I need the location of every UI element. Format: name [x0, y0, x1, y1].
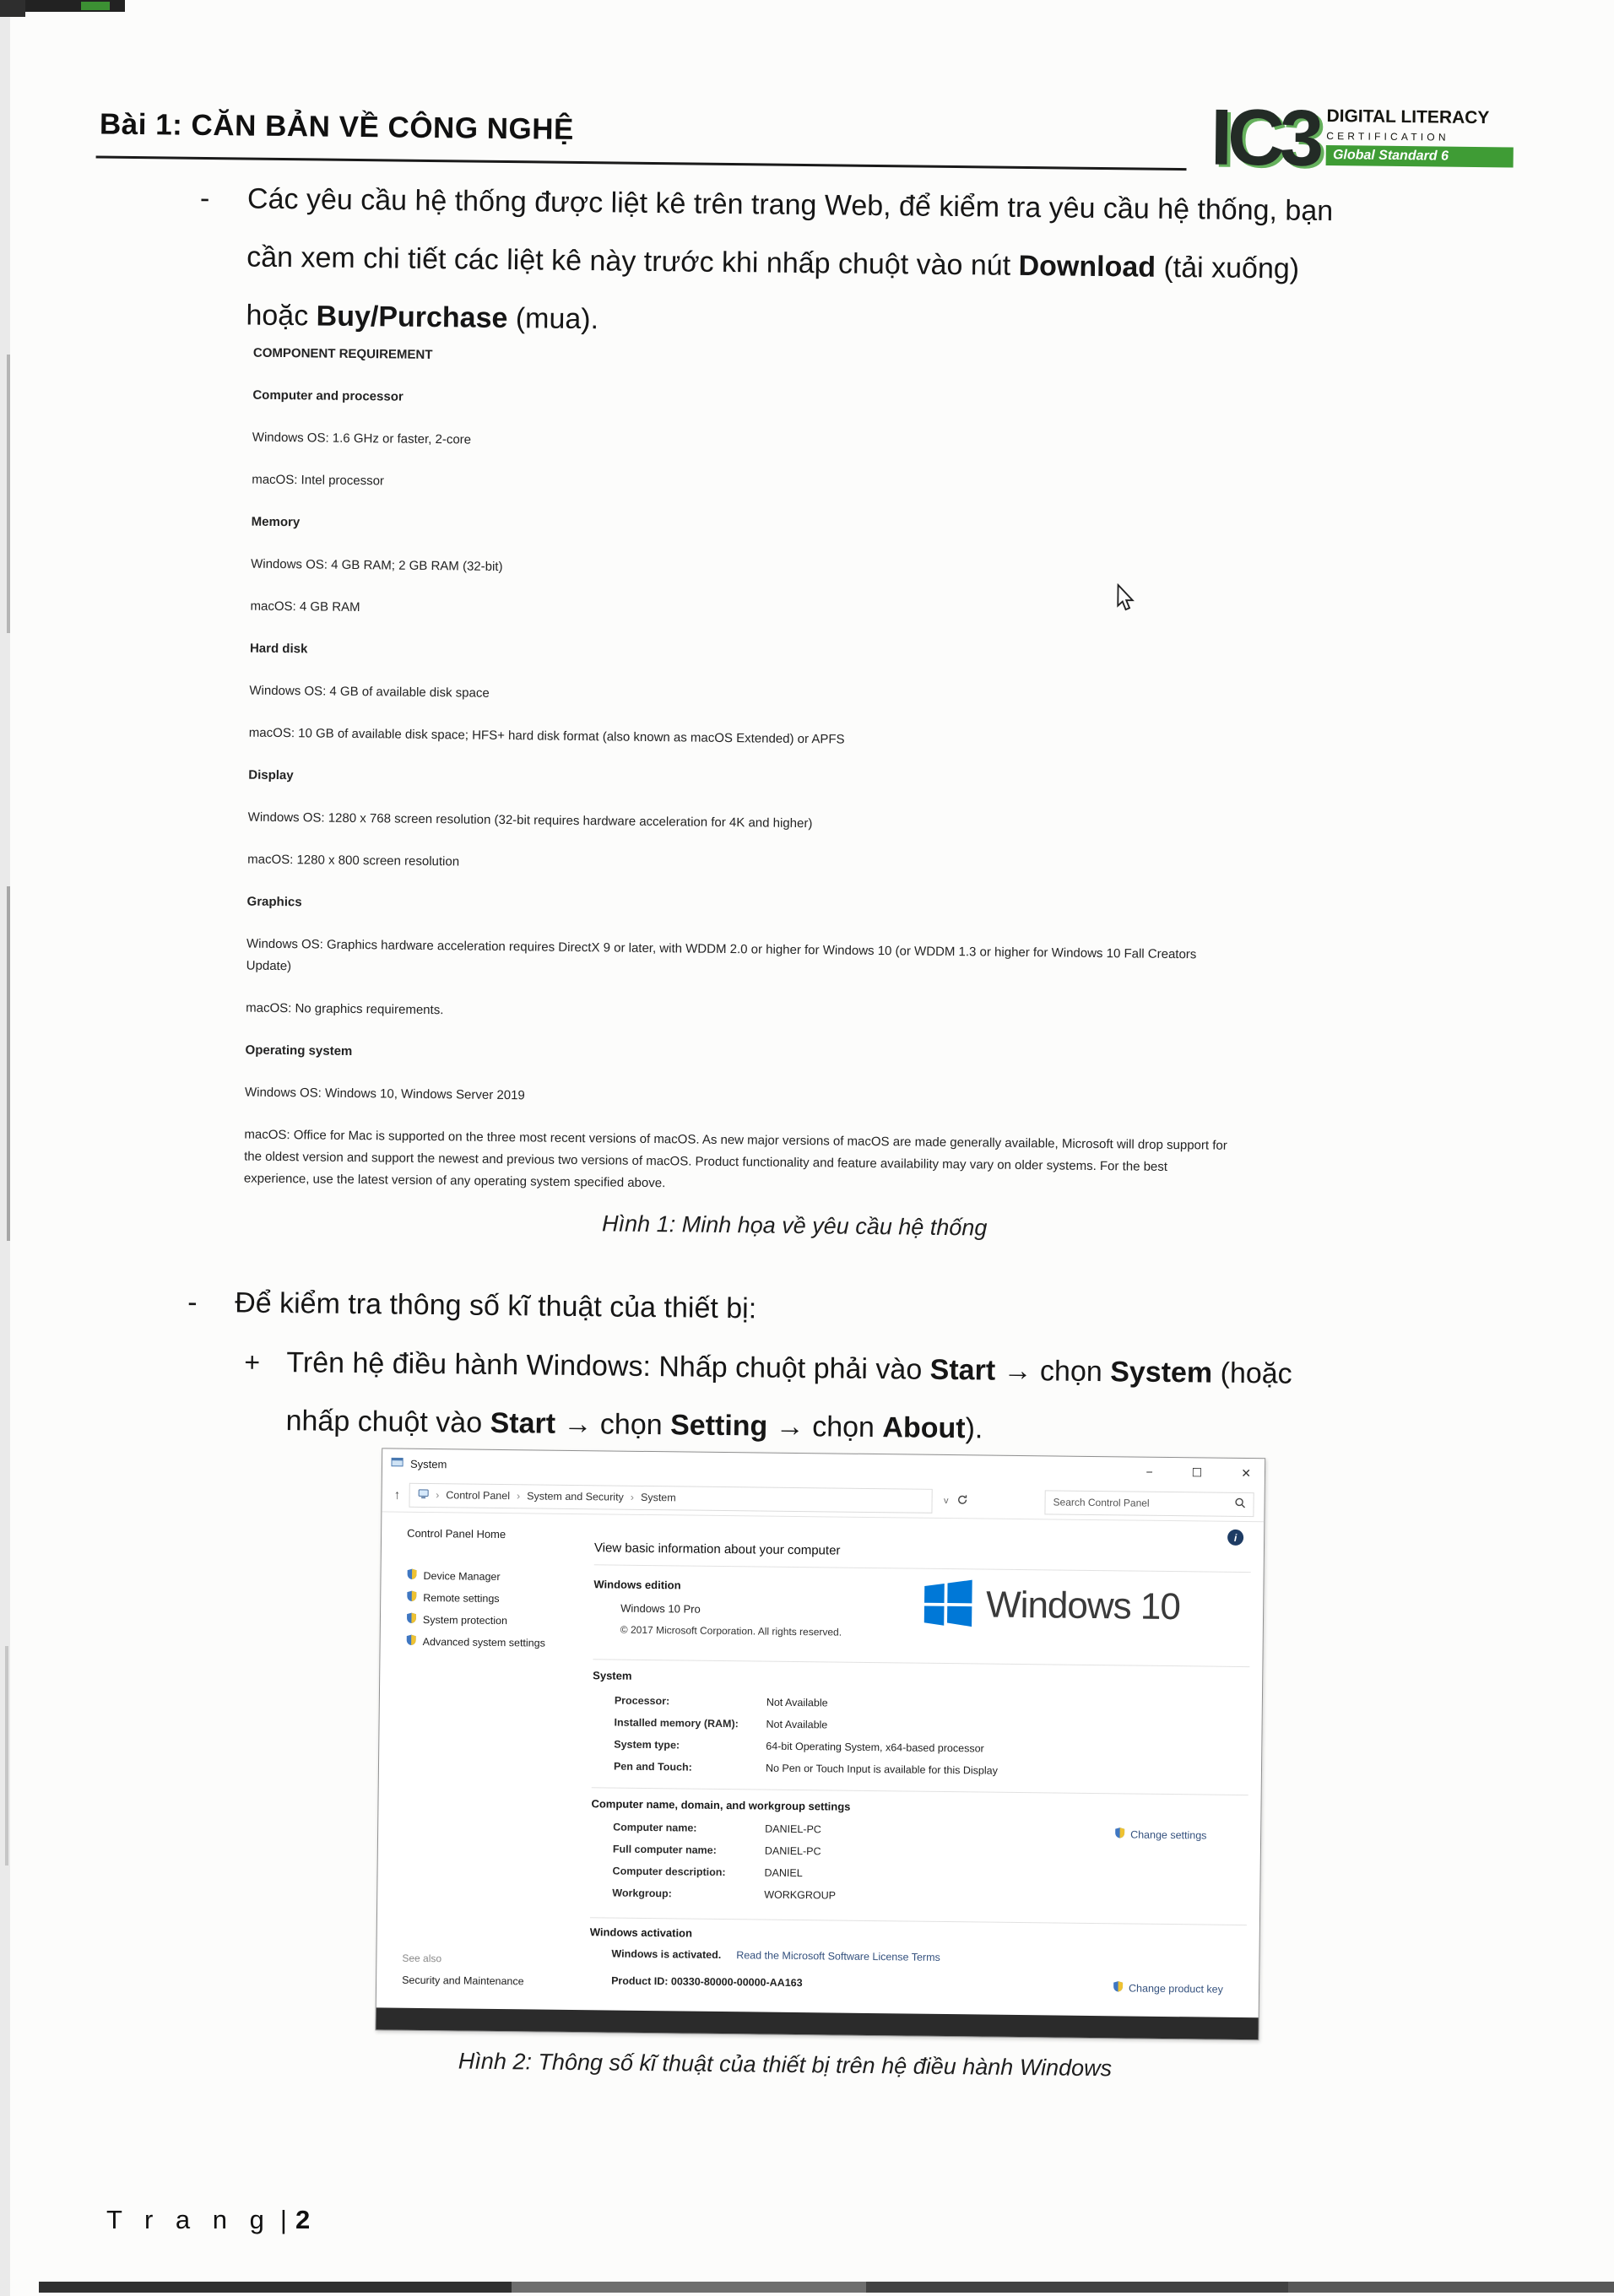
requirement-heading — [250, 638, 1402, 673]
sidebar-item-label: Advanced system settings — [422, 1635, 545, 1649]
bold-about: About — [882, 1411, 966, 1445]
requirement-row — [247, 849, 1400, 884]
step-windows-instructions — [243, 1334, 1535, 1465]
text-run: (mua). — [507, 302, 599, 336]
requirement-line: Display — [248, 767, 294, 783]
sidebar-item-device-manager[interactable] — [406, 1568, 500, 1584]
text-run: Trên hệ điều hành Windows: Nhấp chuột phải vào — [286, 1346, 930, 1386]
uac-shield-icon — [406, 1612, 417, 1627]
activation-status — [611, 1948, 940, 1963]
page-footer — [106, 2205, 310, 2235]
requirement-row — [252, 469, 1404, 504]
ic3-logo — [1210, 92, 1514, 182]
requirement-line: macOS: Office for Mac is supported on the three most recent versions of macOS. As new major versions of macOS are made generally available, Microsoft will drop support for — [244, 1127, 1227, 1153]
row-label: Workgroup: — [612, 1887, 672, 1900]
logo-line-digital-literacy: DIGITAL LITERACY — [1326, 106, 1490, 128]
system-row — [614, 1761, 998, 1777]
ic3-logo-mark: IC3 — [1210, 92, 1319, 182]
requirement-line: macOS: No graphics requirements. — [246, 1000, 444, 1018]
requirement-row — [250, 596, 1402, 631]
text-run: cần xem chi tiết các liệt kê này trước khi nhấp chuột vào nút — [246, 241, 1019, 282]
license-terms-link[interactable]: Read the Microsoft Software License Terms — [736, 1949, 940, 1963]
row-label: System type: — [614, 1738, 680, 1752]
requirement-line: Windows OS: 4 GB RAM; 2 GB RAM (32-bit) — [251, 556, 503, 574]
uac-shield-icon — [1113, 1980, 1124, 1995]
page-number: 2 — [295, 2205, 311, 2234]
requirement-line: experience, use the latest version of any operating system specified above. — [243, 1171, 666, 1191]
window-controls — [1146, 1465, 1251, 1480]
close-button[interactable]: ✕ — [1241, 1465, 1252, 1480]
bold-buy-purchase: Buy/Purchase — [316, 300, 508, 335]
copyright-text: © 2017 Microsoft Corporation. All rights reserved. — [620, 1623, 842, 1638]
sidebar-item-advanced-system-settings[interactable] — [406, 1634, 545, 1650]
bold-system: System — [1109, 1356, 1213, 1389]
row-label: Computer description: — [612, 1865, 726, 1879]
bold-setting: Setting — [669, 1409, 768, 1443]
divider — [594, 1564, 1251, 1573]
windows-edition-header: Windows edition — [593, 1578, 681, 1592]
windows10-logo-text: Windows 10 — [985, 1584, 1181, 1627]
activation-status-text: Windows is activated. — [611, 1947, 722, 1962]
row-label: Processor: — [614, 1694, 670, 1708]
paragraph-text: Để kiểm tra thông số kĩ thuật của thiết bị: — [234, 1286, 757, 1325]
plus-marker: + — [244, 1346, 261, 1378]
requirement-heading — [245, 1040, 1397, 1075]
row-value: No Pen or Touch Input is available for this Display — [765, 1762, 998, 1777]
minimize-button[interactable]: − — [1146, 1465, 1153, 1479]
component-requirements — [243, 343, 1405, 1223]
row-value: DANIEL — [764, 1866, 803, 1880]
computer-row — [613, 1866, 803, 1880]
row-label: Pen and Touch: — [613, 1760, 692, 1773]
title-underline — [96, 155, 1187, 171]
divider — [592, 1787, 1248, 1795]
window-bottom-bar — [376, 2007, 1258, 2039]
change-product-key-link[interactable] — [1113, 1980, 1223, 1995]
search-placeholder: Search Control Panel — [1053, 1496, 1150, 1509]
breadcrumb-separator: › — [436, 1489, 440, 1502]
sidebar-item-remote-settings[interactable] — [406, 1590, 500, 1606]
sidebar-item-label: Remote settings — [423, 1591, 500, 1605]
product-id: Product ID: 00330-80000-00000-AA163 — [611, 1974, 803, 1990]
requirement-row — [249, 680, 1401, 715]
footer-separator: | — [279, 2205, 287, 2234]
search-input[interactable] — [1044, 1490, 1254, 1517]
text-run: → chọn — [555, 1407, 671, 1442]
window-title: System — [409, 1457, 447, 1470]
system-window — [375, 1448, 1265, 2040]
window-title-group — [391, 1456, 447, 1472]
text-run: → chọn — [994, 1354, 1111, 1389]
up-arrow-button[interactable]: ↑ — [393, 1487, 401, 1503]
requirement-line: Windows OS: 1.6 GHz or faster, 2-core — [252, 430, 472, 447]
computer-row — [613, 1844, 821, 1858]
windows-activation-header: Windows activation — [589, 1925, 693, 1940]
logo-line-certification: CERTIFICATION — [1326, 130, 1449, 144]
bold-start: Start — [929, 1353, 996, 1387]
requirement-row — [245, 1082, 1397, 1117]
divider — [590, 1917, 1247, 1925]
footer-label: T r a n g — [106, 2205, 272, 2234]
row-value: Not Available — [766, 1718, 828, 1731]
requirement-line: COMPONENT REQUIREMENT — [252, 345, 433, 363]
requirement-heading — [252, 385, 1405, 420]
requirement-line: Windows OS: Graphics hardware acceleration requires DirectX 9 or later, with WDDM 2.0 or higher for Windows 10 (or WDDM 1.3 or higher for Windows 10 Fall Creators — [246, 936, 1197, 962]
requirement-heading — [252, 512, 1404, 546]
refresh-icon[interactable] — [957, 1494, 968, 1508]
change-settings-link[interactable] — [1114, 1827, 1207, 1842]
row-value: Not Available — [766, 1696, 828, 1709]
requirement-line: macOS: 1280 x 800 screen resolution — [247, 852, 460, 869]
text-run: Các yêu cầu hệ thống được liệt kê trên trang Web, để kiểm tra yêu cầu hệ thống, bạn — [246, 182, 1334, 228]
requirement-line: macOS: 10 GB of available disk space; HFS+ hard disk format (also known as macOS Extended) or APFS — [248, 725, 845, 747]
sidebar-control-panel-home[interactable]: Control Panel Home — [407, 1526, 506, 1541]
requirement-line: Memory — [251, 514, 301, 530]
requirement-row — [251, 554, 1403, 588]
bullet-paragraph-2 — [187, 1274, 757, 1339]
system-row — [615, 1717, 828, 1731]
requirement-line: Computer and processor — [252, 387, 404, 404]
help-icon[interactable]: i — [1227, 1530, 1243, 1546]
sidebar-item-system-protection[interactable] — [406, 1612, 507, 1627]
system-section-header: System — [593, 1669, 632, 1682]
computer-row — [613, 1822, 821, 1836]
row-label: Computer name: — [613, 1821, 697, 1834]
requirement-line: macOS: 4 GB RAM — [250, 598, 360, 615]
step-text — [285, 1334, 1535, 1465]
windows-flag-icon — [922, 1577, 975, 1633]
sidebar-item-label: System protection — [422, 1613, 508, 1627]
content-heading: View basic information about your computer — [593, 1541, 841, 1558]
computer-icon — [417, 1488, 429, 1501]
figure1-caption: Hình 1: Minh họa về yêu cầu hệ thống — [601, 1210, 988, 1241]
bullet-dash: - — [199, 181, 210, 215]
mouse-cursor-icon — [1115, 583, 1135, 616]
row-value: WORKGROUP — [764, 1888, 837, 1902]
breadcrumb — [409, 1482, 932, 1513]
requirement-line: Windows OS: 4 GB of available disk space — [249, 683, 490, 701]
logo-line-global-standard: Global Standard 6 — [1326, 145, 1514, 168]
sidebar-item-label: Device Manager — [423, 1569, 501, 1583]
row-value: 64-bit Operating System, x64-based processor — [766, 1740, 984, 1755]
system-window-icon — [391, 1456, 404, 1471]
uac-shield-icon — [406, 1634, 417, 1649]
figure2-caption: Hình 2: Thông số kĩ thuật của thiết bị trên hệ điều hành Windows — [458, 2048, 1113, 2082]
uac-shield-icon — [1114, 1827, 1125, 1841]
text-run: (hoặc — [1211, 1356, 1292, 1390]
requirement-heading — [246, 891, 1399, 926]
requirement-line: Update) — [246, 958, 292, 974]
requirement-line: Windows OS: 1280 x 768 screen resolution (32-bit requires hardware acceleration for 4K and higher) — [247, 810, 813, 831]
breadcrumb-system-and-security[interactable]: System and Security — [527, 1490, 624, 1503]
paragraph-text — [246, 171, 1573, 360]
computer-name-section-header: Computer name, domain, and workgroup settings — [591, 1797, 851, 1813]
text-run: nhấp chuột vào — [285, 1405, 490, 1439]
requirement-row — [249, 723, 1401, 757]
bullet-dash: - — [187, 1286, 198, 1319]
system-row — [614, 1739, 984, 1755]
row-label: Full computer name: — [612, 1843, 717, 1856]
requirement-line: macOS: Intel processor — [252, 472, 385, 489]
requirement-line: Operating system — [245, 1042, 353, 1059]
breadcrumb-system[interactable]: System — [640, 1491, 676, 1504]
breadcrumb-separator: › — [630, 1491, 635, 1503]
requirement-line: Graphics — [246, 894, 302, 910]
requirement-row — [248, 807, 1400, 842]
text-run: hoặc — [246, 299, 317, 333]
windows-edition-value: Windows 10 Pro — [620, 1601, 701, 1616]
chevron-down-icon[interactable]: v — [944, 1495, 949, 1507]
bullet-paragraph-1 — [198, 170, 1573, 360]
search-icon — [1234, 1497, 1245, 1511]
requirement-line: Hard disk — [249, 641, 308, 657]
requirement-line: the oldest version and support the newest and previous two versions of macOS. Product functionality and feature availability may vary on older systems. For the best — [244, 1149, 1168, 1174]
row-label: Installed memory (RAM): — [614, 1716, 739, 1730]
page-title: Bài 1: CĂN BẢN VỀ CÔNG NGHỆ — [99, 107, 575, 146]
requirement-heading — [248, 765, 1400, 799]
bold-download: Download — [1018, 249, 1156, 284]
breadcrumb-separator: › — [516, 1490, 521, 1503]
ic3-logo-text — [1326, 101, 1514, 168]
bold-start: Start — [490, 1406, 556, 1440]
maximize-button[interactable]: ☐ — [1191, 1465, 1203, 1479]
uac-shield-icon — [406, 1590, 417, 1605]
breadcrumb-control-panel[interactable]: Control Panel — [446, 1489, 511, 1503]
requirement-row — [246, 934, 1400, 990]
uac-shield-icon — [406, 1568, 417, 1583]
windows10-logo — [922, 1577, 1180, 1634]
text-run: → chọn — [767, 1410, 883, 1444]
row-value: DANIEL-PC — [765, 1822, 821, 1836]
divider — [593, 1659, 1249, 1667]
change-product-key-label: Change product key — [1128, 1981, 1224, 1995]
text-run: ). — [965, 1412, 983, 1445]
requirement-row — [252, 427, 1405, 462]
sidebar-security-and-maintenance[interactable]: Security and Maintenance — [402, 1974, 524, 1988]
system-row — [615, 1695, 828, 1709]
computer-row — [612, 1887, 836, 1902]
row-value: DANIEL-PC — [764, 1844, 821, 1858]
requirement-row — [246, 998, 1398, 1032]
requirement-line: Windows OS: Windows 10, Windows Server 2019 — [244, 1085, 525, 1103]
requirement-row — [244, 1124, 1397, 1203]
text-run: (tải xuống) — [1155, 251, 1300, 285]
change-settings-label: Change settings — [1130, 1828, 1207, 1842]
see-also-label: See also — [402, 1952, 442, 1965]
